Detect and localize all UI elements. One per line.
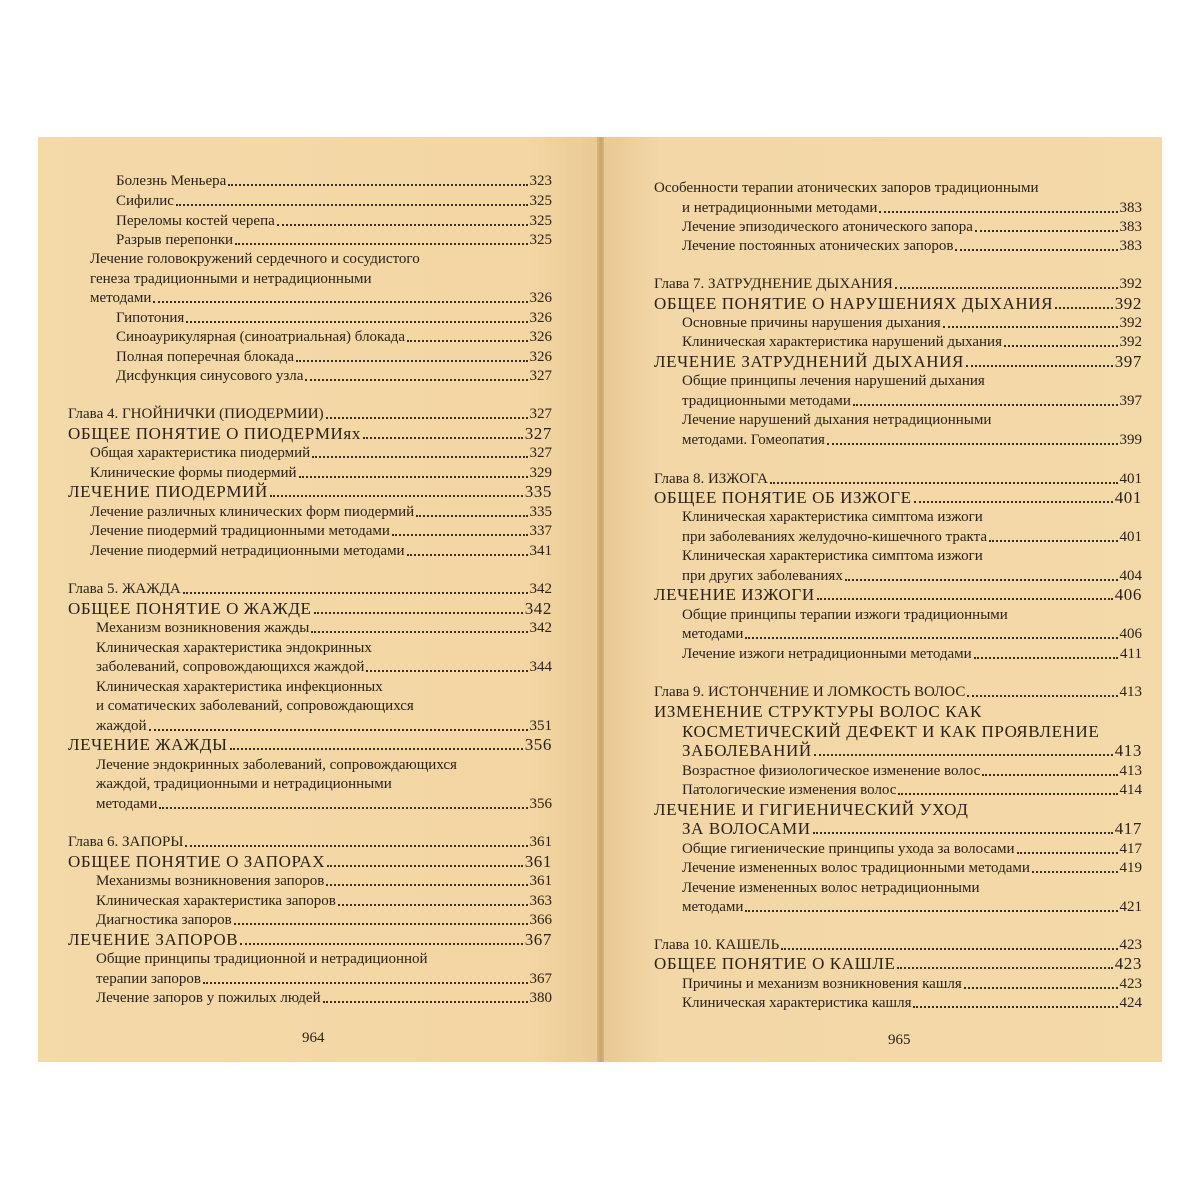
toc-entry	[90, 289, 552, 307]
toc-page-number: 413	[1119, 763, 1142, 779]
toc-entry-title: Лечение различных клинических форм пиодермий	[90, 504, 415, 520]
toc-page-number: 383	[1119, 200, 1142, 216]
toc-entry	[682, 994, 1142, 1012]
toc-entry-title: Общие гигиенические принципы ухода за волосами	[682, 841, 1015, 857]
dot-leader	[745, 627, 1117, 639]
dot-leader	[305, 369, 527, 381]
toc-entry	[96, 658, 552, 676]
toc-entry-title: Лечение эпизодического атонического запора	[682, 219, 973, 235]
dot-leader	[299, 466, 528, 478]
toc-entry	[682, 392, 1142, 410]
toc-section-heading	[68, 853, 552, 871]
dot-leader	[781, 938, 1117, 950]
toc-entry-title: ОБЩЕЕ ПОНЯТИЕ О ЗАПОРАХ	[68, 852, 326, 871]
toc-section-heading	[68, 931, 552, 949]
toc-entry-title: ЛЕЧЕНИЕ ЖАЖДЫ	[68, 735, 228, 754]
toc-entry-title: методами	[682, 626, 744, 642]
toc-page-number: 401	[1119, 529, 1142, 545]
toc-entry	[116, 212, 552, 230]
toc-page-number: 344	[529, 659, 552, 675]
toc-page-number: 397	[1119, 393, 1142, 409]
toc-page-number: 329	[529, 465, 552, 481]
dot-leader	[235, 233, 527, 245]
dot-leader	[974, 647, 1118, 659]
toc-entry-title: ОБЩЕЕ ПОНЯТИЕ О ПИОДЕРМИях	[68, 424, 361, 443]
toc-page-number: 351	[529, 718, 552, 734]
toc-entry-title: жаждой, традиционными и нетрадиционными	[96, 776, 392, 792]
toc-entry	[96, 678, 383, 696]
toc-entry	[682, 645, 1142, 663]
toc-entry-title: Клиническая характеристика нарушений дыхания	[682, 334, 1002, 350]
toc-page-number: 417	[1119, 841, 1142, 857]
toc-entry-title: Лечение изжоги нетрадиционными методами	[682, 646, 972, 662]
dot-leader	[898, 783, 1117, 795]
toc-page-number: 413	[1119, 684, 1142, 700]
toc-entry	[116, 231, 552, 249]
toc-entry-title: ЗАБОЛЕВАНИЙ	[682, 741, 812, 760]
toc-section-heading	[68, 600, 552, 618]
toc-entry-title: при заболеваниях желудочно-кишечного тракта	[682, 529, 988, 545]
toc-entry-title: Полная поперечная блокада	[116, 349, 295, 365]
toc-section-heading	[682, 742, 1142, 760]
toc-entry	[116, 309, 552, 327]
toc-page-number: 392	[1119, 334, 1142, 350]
dot-leader	[277, 214, 528, 226]
toc-page-number: 423	[1119, 976, 1142, 992]
toc-page-number: 419	[1119, 860, 1142, 876]
dot-leader	[1017, 842, 1118, 854]
right-page	[604, 137, 1162, 1062]
toc-page-number: 342	[529, 581, 552, 597]
toc-entry-title: Глава 5. ЖАЖДА	[68, 581, 181, 597]
dot-leader	[228, 174, 527, 186]
toc-entry	[682, 781, 1142, 799]
dot-leader	[323, 991, 528, 1003]
toc-entry-title: Лечение эндокринных заболеваний, сопровождающихся	[96, 757, 457, 773]
toc-entry-title: Общие принципы лечения нарушений дыхания	[682, 373, 985, 389]
toc-entry	[116, 172, 552, 190]
toc-page-number: 363	[529, 893, 552, 909]
toc-entry-title: КОСМЕТИЧЕСКИЙ ДЕФЕКТ И КАК ПРОЯВЛЕНИЕ	[682, 722, 1100, 741]
toc-entry	[682, 372, 985, 390]
toc-entry	[682, 411, 991, 429]
toc-entry-title: ЛЕЧЕНИЕ ЗАПОРОВ	[68, 930, 239, 949]
dot-leader	[183, 582, 528, 594]
toc-entry	[682, 567, 1142, 585]
toc-entry	[96, 989, 552, 1007]
toc-entry	[96, 619, 552, 637]
dot-leader	[311, 621, 527, 633]
dot-leader	[943, 316, 1118, 328]
toc-page-number: 421	[1119, 899, 1142, 915]
toc-entry-title: Лечение пиодермий нетрадиционными методами	[90, 543, 405, 559]
toc-page-number: 392	[1119, 315, 1142, 331]
toc-chapter-entry	[68, 833, 552, 851]
toc-entry	[90, 503, 552, 521]
dot-leader	[296, 350, 527, 362]
toc-entry-title: Глава 7. ЗАТРУДНЕНИЕ ДЫХАНИЯ	[654, 276, 893, 292]
toc-entry-title: Лечение измененных волос нетрадиционными	[682, 880, 980, 896]
page-number-right: 965	[888, 1032, 911, 1048]
dot-leader	[827, 433, 1118, 445]
toc-entry	[96, 717, 552, 735]
dot-leader	[975, 220, 1118, 232]
toc-page-number: 406	[1114, 585, 1142, 604]
toc-page-number: 325	[529, 232, 552, 248]
toc-section-heading	[654, 801, 968, 819]
toc-chapter-entry	[68, 580, 552, 598]
toc-page-number: 383	[1119, 238, 1142, 254]
toc-page-number: 397	[1114, 352, 1142, 371]
dot-leader	[234, 913, 528, 925]
dot-leader	[897, 957, 1112, 969]
dot-leader	[314, 602, 523, 614]
toc-page-number: 361	[524, 852, 552, 871]
toc-page-number: 326	[529, 310, 552, 326]
toc-page-number: 404	[1119, 568, 1142, 584]
toc-page-number: 423	[1119, 937, 1142, 953]
toc-entry-title: Гипотония	[116, 310, 185, 326]
toc-chapter-entry	[654, 470, 1142, 488]
toc-section-heading	[68, 483, 552, 501]
toc-entry	[96, 639, 372, 657]
dot-leader	[1032, 861, 1118, 873]
dot-leader	[203, 972, 528, 984]
dot-leader	[982, 764, 1117, 776]
toc-entry-title: ЛЕЧЕНИЕ ИЗЖОГИ	[654, 585, 815, 604]
dot-leader	[366, 660, 527, 672]
dot-leader	[176, 194, 528, 206]
toc-section-heading	[682, 820, 1142, 838]
toc-entry	[682, 547, 983, 565]
dot-leader	[407, 330, 527, 342]
dot-leader	[338, 894, 528, 906]
toc-entry-title: ЗА ВОЛОСАМИ	[682, 819, 811, 838]
toc-entry-title: Общая характеристика пиодермий	[90, 445, 311, 461]
toc-entry	[96, 892, 552, 910]
toc-entry	[682, 237, 1142, 255]
dot-leader	[416, 505, 527, 517]
toc-page-number: 335	[524, 482, 552, 501]
dot-leader	[230, 738, 523, 750]
toc-page-number: 399	[1119, 432, 1142, 448]
toc-entry-title: ИЗМЕНЕНИЕ СТРУКТУРЫ ВОЛОС КАК	[654, 702, 982, 721]
toc-page-number: 392	[1114, 294, 1142, 313]
toc-entry-title: Механизм возникновения жажды	[96, 620, 310, 636]
toc-entry-title: Лечение постоянных атонических запоров	[682, 238, 954, 254]
toc-page-number: 392	[1119, 276, 1142, 292]
toc-section-heading	[654, 353, 1142, 371]
dot-leader	[1055, 297, 1113, 309]
toc-page-number: 356	[529, 796, 552, 812]
toc-entry-title: Причины и механизм возникновения кашля	[682, 976, 962, 992]
dot-leader	[989, 530, 1117, 542]
toc-entry-title: Лечение пиодермий традиционными методами	[90, 523, 390, 539]
toc-entry	[682, 625, 1142, 643]
toc-page-number: 383	[1119, 219, 1142, 235]
toc-entry	[96, 697, 414, 715]
toc-entry-title: методами	[96, 796, 158, 812]
toc-page-number: 341	[529, 543, 552, 559]
toc-entry-title: генеза традиционными и нетрадиционными	[90, 271, 372, 287]
toc-page-number: 327	[529, 368, 552, 384]
toc-page-number: 335	[529, 504, 552, 520]
toc-entry	[116, 328, 552, 346]
toc-page-number: 361	[529, 873, 552, 889]
toc-entry-title: Механизмы возникновения запоров	[96, 873, 325, 889]
toc-entry-title: Болезнь Меньера	[116, 173, 227, 189]
toc-page-number: 326	[529, 349, 552, 365]
toc-entry-title: Лечение головокружений сердечного и сосудистого	[90, 251, 420, 267]
toc-chapter-entry	[68, 405, 552, 423]
toc-entry	[90, 522, 552, 540]
toc-page-number: 424	[1119, 995, 1142, 1011]
dot-leader	[966, 355, 1113, 367]
toc-entry-title: Разрыв перепонки	[116, 232, 234, 248]
toc-entry-title: Общие принципы традиционной и нетрадиционной	[96, 951, 428, 967]
toc-entry-title: Клиническая характеристика симптома изжоги	[682, 509, 983, 525]
dot-leader	[1004, 335, 1118, 347]
dot-leader	[853, 394, 1118, 406]
toc-page-number: 401	[1119, 471, 1142, 487]
dot-leader	[895, 277, 1118, 289]
toc-entry	[682, 898, 1142, 916]
toc-page-number: 401	[1114, 488, 1142, 507]
toc-chapter-entry	[654, 936, 1142, 954]
toc-page-number: 323	[529, 173, 552, 189]
dot-leader	[964, 977, 1118, 989]
toc-entry-title: Клиническая характеристика инфекционных	[96, 679, 383, 695]
toc-entry-title: Дисфункция синусового узла	[116, 368, 304, 384]
dot-leader	[407, 544, 528, 556]
toc-entry	[682, 606, 1008, 624]
toc-entry	[90, 464, 552, 482]
toc-section-heading	[654, 703, 982, 721]
toc-entry	[654, 179, 1039, 197]
dot-leader	[914, 491, 1113, 503]
dot-leader	[312, 446, 527, 458]
toc-entry	[96, 872, 552, 890]
toc-entry-title: Основные причины нарушения дыхания	[682, 315, 941, 331]
toc-entry	[96, 756, 457, 774]
toc-page-number: 367	[524, 930, 552, 949]
dot-leader	[845, 569, 1118, 581]
dot-leader	[326, 407, 528, 419]
toc-entry-title: Глава 10. КАШЕЛЬ	[654, 937, 780, 953]
toc-page-number: 366	[529, 912, 552, 928]
dot-leader	[813, 822, 1113, 834]
dot-leader	[159, 797, 527, 809]
toc-entry-title: и нетрадиционными методами	[682, 200, 878, 216]
toc-page-number: 327	[529, 406, 552, 422]
toc-entry-title: терапии запоров	[96, 971, 201, 987]
toc-entry-title: Диагностика запоров	[96, 912, 232, 928]
dot-leader	[879, 201, 1117, 213]
dot-leader	[240, 933, 523, 945]
dot-leader	[770, 472, 1118, 484]
toc-entry-title: Лечение запоров у пожилых людей	[96, 990, 321, 1006]
toc-section-heading	[682, 723, 1099, 741]
toc-section-heading	[654, 489, 1142, 507]
toc-entry	[682, 431, 1142, 449]
toc-section-heading	[654, 586, 1142, 604]
dot-leader	[955, 239, 1117, 251]
dot-leader	[149, 719, 528, 731]
toc-entry	[90, 542, 552, 560]
toc-page-number: 342	[524, 599, 552, 618]
toc-entry-title: Клиническая характеристика кашля	[682, 995, 912, 1011]
toc-page-number: 325	[529, 193, 552, 209]
toc-entry-title: ОБЩЕЕ ПОНЯТИЕ О ЖАЖДЕ	[68, 599, 312, 618]
toc-entry	[682, 333, 1142, 351]
dot-leader	[270, 485, 523, 497]
toc-entry-title: ОБЩЕЕ ПОНЯТИЕ О КАШЛЕ	[654, 954, 896, 973]
toc-entry	[96, 775, 392, 793]
toc-entry-title: заболеваний, сопровождающихся жаждой	[96, 659, 365, 675]
toc-entry	[90, 444, 552, 462]
dot-leader	[817, 588, 1113, 600]
toc-entry-title: методами	[90, 290, 152, 306]
toc-entry-title: Возрастное физиологическое изменение волос	[682, 763, 981, 779]
toc-entry	[682, 859, 1142, 877]
toc-entry-title: Глава 4. ГНОЙНИЧКИ (ПИОДЕРМИИ)	[68, 406, 324, 422]
toc-chapter-entry	[654, 683, 1142, 701]
toc-entry	[90, 250, 420, 268]
toc-page-number: 327	[524, 424, 552, 443]
toc-entry-title: Переломы костей черепа	[116, 213, 275, 229]
toc-page-number: 342	[529, 620, 552, 636]
toc-entry-title: Клинические формы пиодермий	[90, 465, 297, 481]
toc-entry-title: Глава 9. ИСТОНЧЕНИЕ И ЛОМКОСТЬ ВОЛОС	[654, 684, 966, 700]
dot-leader	[186, 311, 527, 323]
toc-page-number: 326	[529, 329, 552, 345]
toc-section-heading	[654, 955, 1142, 973]
toc-entry	[116, 348, 552, 366]
toc-entry	[682, 762, 1142, 780]
toc-entry-title: Глава 6. ЗАПОРЫ	[68, 834, 184, 850]
toc-section-heading	[68, 736, 552, 754]
toc-entry-title: ЛЕЧЕНИЕ И ГИГИЕНИЧЕСКИЙ УХОД	[654, 800, 969, 819]
toc-entry-title: традиционными методами	[682, 393, 851, 409]
toc-entry	[116, 367, 552, 385]
dot-leader	[185, 835, 527, 847]
toc-page-number: 406	[1119, 626, 1142, 642]
dot-leader	[745, 900, 1117, 912]
toc-page-number: 423	[1114, 954, 1142, 973]
toc-entry-title: жаждой	[96, 718, 147, 734]
toc-entry	[682, 199, 1142, 217]
toc-entry-title: Глава 8. ИЗЖОГА	[654, 471, 768, 487]
toc-entry-title: методами	[682, 899, 744, 915]
page-number-left: 964	[302, 1030, 325, 1046]
toc-entry	[682, 218, 1142, 236]
toc-entry	[682, 879, 979, 897]
toc-entry	[96, 950, 428, 968]
toc-page-number: 327	[529, 445, 552, 461]
toc-entry	[116, 192, 552, 210]
toc-page-number: 414	[1119, 782, 1142, 798]
toc-entry-title: Сифилис	[116, 193, 174, 209]
toc-entry-title: Патологические изменения волос	[682, 782, 897, 798]
toc-page-number: 411	[1120, 646, 1142, 662]
toc-entry-title: ОБЩЕЕ ПОНЯТИЕ О НАРУШЕНИЯХ ДЫХАНИЯ	[654, 294, 1054, 313]
toc-page-number: 361	[529, 834, 552, 850]
toc-entry-title: и соматических заболеваний, сопровождающихся	[96, 698, 414, 714]
toc-entry-title: ЛЕЧЕНИЕ ЗАТРУДНЕНИЙ ДЫХАНИЯ	[654, 352, 964, 371]
toc-entry-title: Лечение нарушений дыхания нетрадиционными	[682, 412, 992, 428]
dot-leader	[153, 291, 527, 303]
toc-entry-title: Лечение измененных волос традиционными методами	[682, 860, 1030, 876]
toc-entry	[682, 508, 983, 526]
toc-page-number: 326	[529, 290, 552, 306]
dot-leader	[913, 996, 1117, 1008]
dot-leader	[326, 874, 527, 886]
toc-page-number: 417	[1114, 819, 1142, 838]
toc-entry-title: ЛЕЧЕНИЕ ПИОДЕРМИЙ	[68, 482, 268, 501]
toc-entry-title: Синоаурикулярная (синоатриальная) блокада	[116, 329, 406, 345]
toc-page-number: 356	[524, 735, 552, 754]
toc-section-heading	[68, 425, 552, 443]
toc-entry-title: Клиническая характеристика симптома изжоги	[682, 548, 983, 564]
toc-entry	[682, 528, 1142, 546]
toc-entry-title: методами. Гомеопатия	[682, 432, 825, 448]
toc-chapter-entry	[654, 275, 1142, 293]
toc-page-number: 325	[529, 213, 552, 229]
dot-leader	[327, 855, 523, 867]
dot-leader	[392, 524, 528, 536]
toc-entry	[96, 795, 552, 813]
toc-section-heading	[654, 295, 1142, 313]
toc-entry	[682, 840, 1142, 858]
dot-leader	[967, 685, 1117, 697]
dot-leader	[814, 744, 1113, 756]
toc-page-number: 367	[529, 971, 552, 987]
dot-leader	[363, 427, 523, 439]
left-page	[38, 137, 598, 1062]
toc-entry-title: при других заболеваниях	[682, 568, 843, 584]
toc-entry-title: Особенности терапии атонических запоров традиционными	[654, 180, 1039, 196]
toc-entry-title: Клиническая характеристика эндокринных	[96, 640, 372, 656]
toc-entry-title: ОБЩЕЕ ПОНЯТИЕ ОБ ИЗЖОГЕ	[654, 488, 912, 507]
toc-page-number: 413	[1114, 741, 1142, 760]
toc-entry	[96, 911, 552, 929]
toc-entry-title: Клиническая характеристика запоров	[96, 893, 336, 909]
toc-page-number: 380	[529, 990, 552, 1006]
toc-entry	[96, 970, 552, 988]
toc-entry	[682, 314, 1142, 332]
toc-entry-title: Общие принципы терапии изжоги традиционными	[682, 607, 1008, 623]
toc-entry	[90, 270, 372, 288]
toc-page-number: 337	[529, 523, 552, 539]
toc-entry	[682, 975, 1142, 993]
